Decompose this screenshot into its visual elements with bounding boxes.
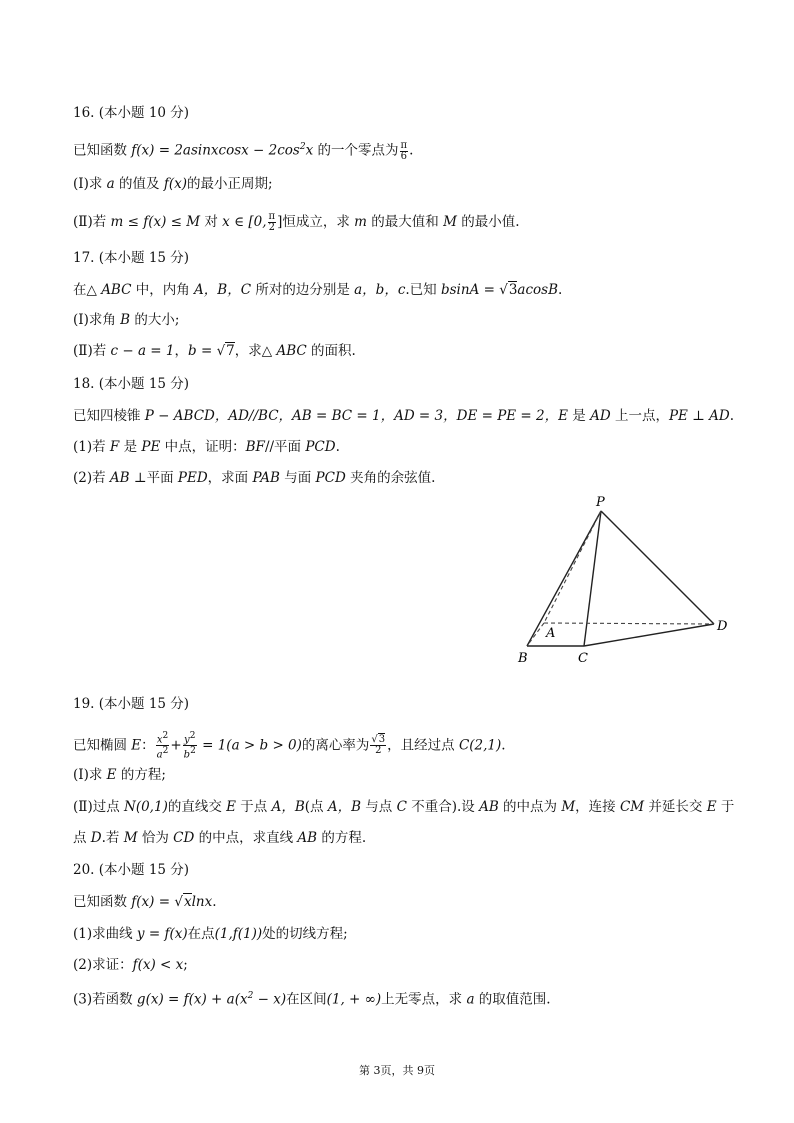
edge-PD bbox=[601, 511, 714, 624]
page-footer: 第 3页，共 9页 bbox=[359, 1064, 435, 1077]
q19-part1: (Ⅰ)求 E 的方程; bbox=[73, 767, 166, 783]
q19-header: 19. (本小题 15 分) bbox=[73, 696, 190, 712]
edge-PC bbox=[584, 511, 601, 646]
q17-part1: (Ⅰ)求角 B 的大小; bbox=[73, 312, 180, 328]
q20-header: 20. (本小题 15 分) bbox=[73, 862, 190, 878]
q18-part2: (2)若 AB ⊥平面 PED，求面 PAB 与面 PCD 夹角的余弦值. bbox=[73, 470, 436, 486]
label-P: P bbox=[596, 495, 605, 510]
q18-part1: (1)若 F 是 PE 中点，证明：BF//平面 PCD. bbox=[73, 439, 340, 455]
edge-CD bbox=[584, 624, 714, 646]
q18-header: 18. (本小题 15 分) bbox=[73, 376, 190, 392]
q19-part2-line1: (Ⅱ)过点 N(0,1)的直线交 E 于点 A，B(点 A，B 与点 C 不重合).设 AB 的中点为 M，连接 CM 并延长交 E 于 bbox=[73, 799, 735, 815]
edge-AD bbox=[544, 623, 714, 624]
edge-AB bbox=[527, 623, 544, 646]
label-B: B bbox=[518, 651, 528, 666]
q18-stem: 已知四棱锥 P − ABCD，AD//BC，AB = BC = 1，AD = 3，DE = PE = 2，E 是 AD 上一点，PE ⊥ AD. bbox=[73, 408, 735, 424]
q20-stem: 已知函数 f(x) = √xlnx. bbox=[73, 894, 217, 910]
q17-part2: (Ⅱ)若 c − a = 1，b = √7，求△ ABC 的面积. bbox=[73, 343, 356, 359]
q17-header: 17. (本小题 15 分) bbox=[73, 250, 190, 266]
label-A: A bbox=[546, 626, 556, 641]
label-D: D bbox=[717, 619, 728, 634]
q20-part2: (2)求证：f(x) < x; bbox=[73, 957, 188, 973]
q16-header: 16. (本小题 10 分) bbox=[73, 105, 190, 121]
label-C: C bbox=[578, 651, 588, 666]
edge-PB bbox=[527, 511, 601, 646]
q19-stem: 已知椭圆 E： $\frac{x^2}{a^2}$ + $\frac{y^2}{b^2}$ = 1(a > b > 0)的离心率为 $\frac{√3}{2}$ ，且经过点 C(2,1). bbox=[73, 731, 506, 761]
q16-part2: (Ⅱ)若 m ≤ f(x) ≤ M 对 x ∈ [0, $\frac{\pi}{2}$ ]恒成立，求 m 的最大值和 M 的最小值. bbox=[73, 211, 520, 233]
q16-part1: (Ⅰ)求 a 的值及 f(x)的最小正周期; bbox=[73, 176, 273, 192]
q20-part3: (3)若函数 $g(x) = f(x) + a(x^2 - x)$在区间(1, + ∞)上无零点，求 a 的取值范围. bbox=[73, 991, 551, 1008]
q16-stem: 已知函数 f(x) = 2asinxcosx − $2\cos^2x$ 的一个零点为 $\frac{\pi}{6}$ . bbox=[73, 139, 414, 162]
q20-part1: (1)求曲线 y = f(x)在点(1,f(1))处的切线方程; bbox=[73, 926, 348, 942]
q19-part2-line2: 点 D.若 M 恰为 CD 的中点，求直线 AB 的方程. bbox=[73, 830, 367, 846]
q17-stem: 在△ ABC 中，内角 A，B，C 所对的边分别是 a，b，c.已知 bsinA = √3acosB. bbox=[73, 282, 563, 298]
